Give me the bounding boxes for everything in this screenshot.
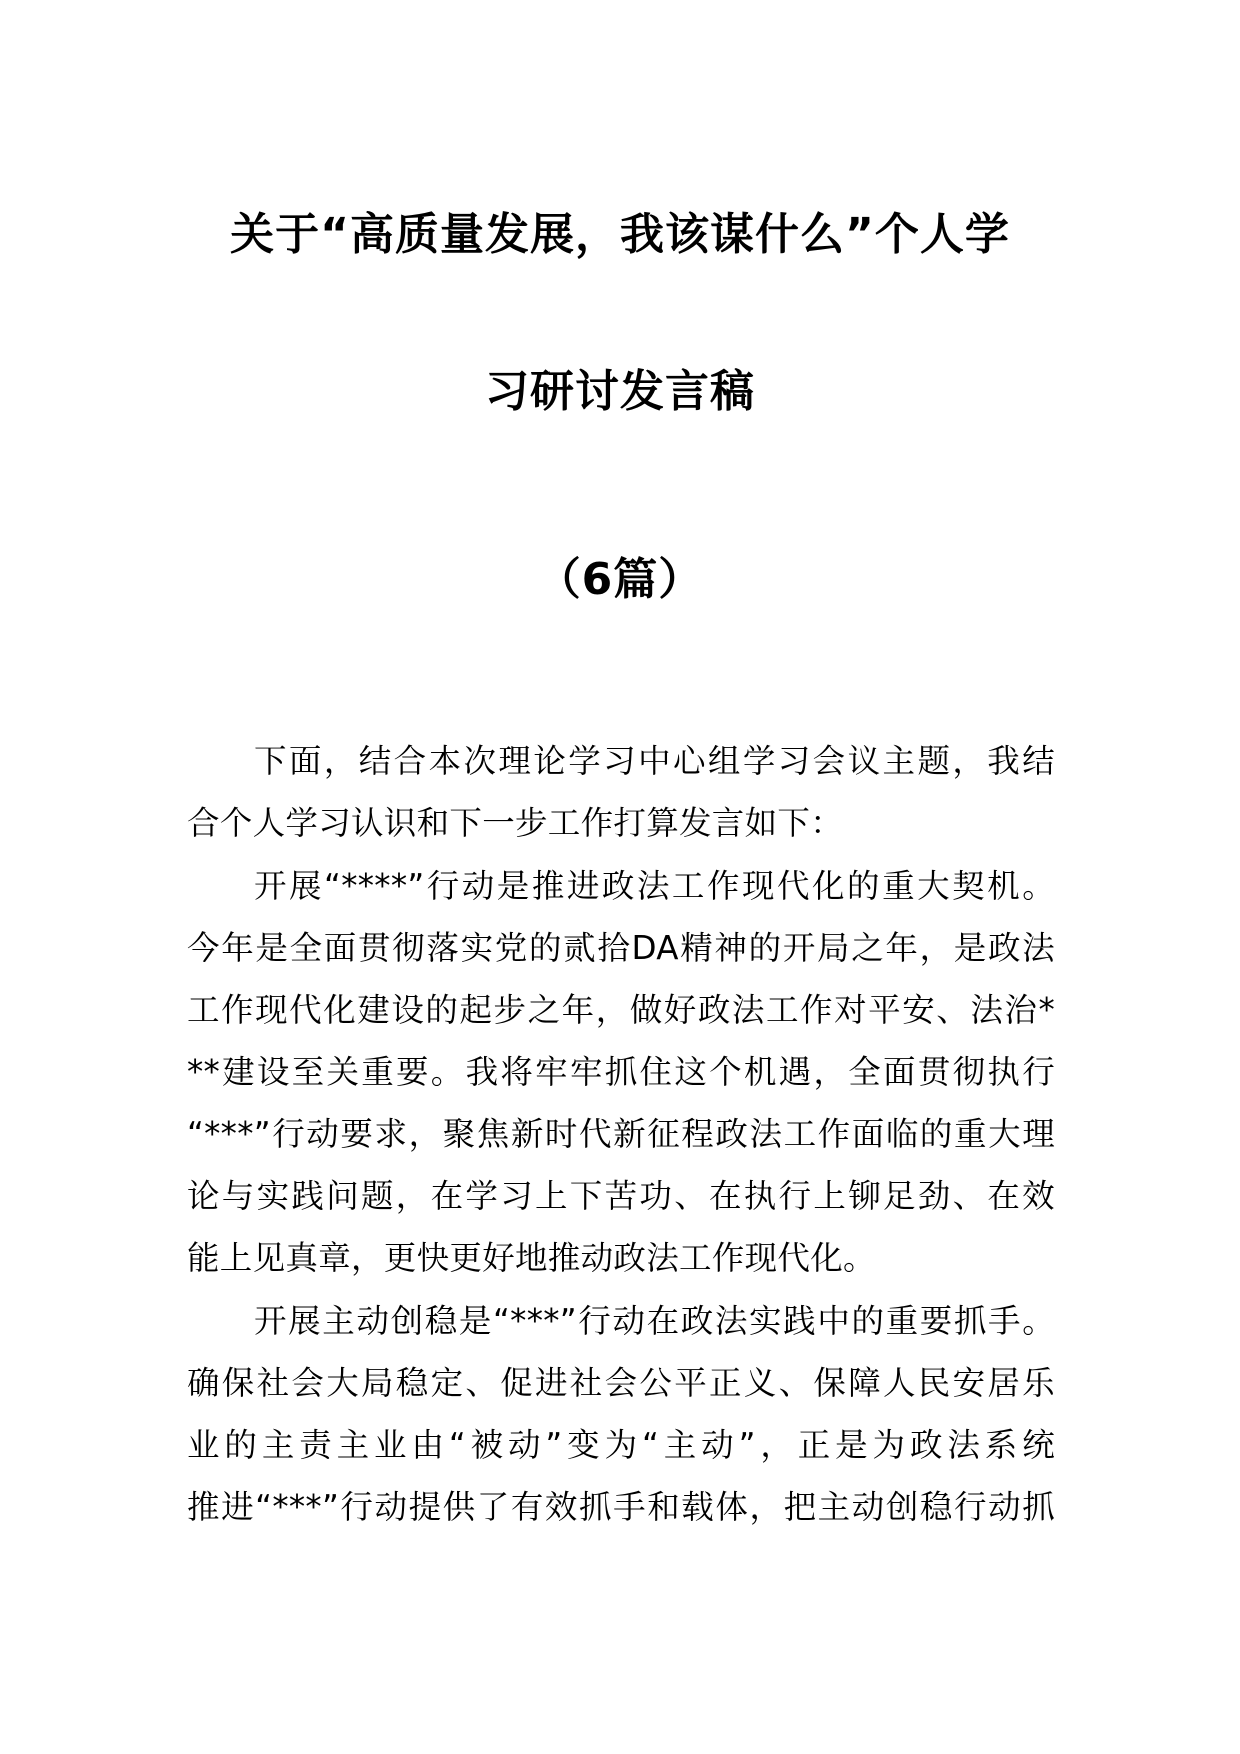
- paragraph-line: 论与实践问题，在学习上下苦功、在执行上铆足劲、在效: [187, 1177, 1055, 1215]
- paragraph-1: [187, 730, 1055, 854]
- paragraph-line: 开展主动创稳是“***”行动在政法实践中的重要抓手。: [254, 1302, 1055, 1340]
- paragraph-line: 开展“****”行动是推进政法工作现代化的重大契机。: [254, 867, 1055, 905]
- paragraph-line: 合个人学习认识和下一步工作打算发言如下：: [187, 804, 844, 842]
- paragraph-line: 业的主责主业由“被动”变为“主动”，正是为政法系统: [187, 1426, 1055, 1464]
- paragraph-line: 能上见真章，更快更好地推动政法工作现代化。: [187, 1239, 876, 1277]
- paragraph-2: [187, 855, 1055, 1289]
- paragraph-line: “***”行动要求，聚焦新时代新征程政法工作面临的重大理: [187, 1115, 1055, 1153]
- paragraph-line: 推进“***”行动提供了有效抓手和载体，把主动创稳行动抓: [187, 1488, 1055, 1526]
- document-title-line-1: 关于“高质量发展，我该谋什么”个人学: [230, 209, 1010, 260]
- document-title-line-2: 习研讨发言稿: [485, 366, 755, 417]
- paragraph-line: 工作现代化建设的起步之年，做好政法工作对平安、法治*: [187, 991, 1055, 1029]
- paragraph-line: 下面，结合本次理论学习中心组学习会议主题，我结: [254, 742, 1055, 780]
- paragraph-line: **建设至关重要。我将牢牢抓住这个机遇，全面贯彻执行: [187, 1053, 1055, 1091]
- paragraph-3: [187, 1290, 1055, 1538]
- paragraph-line: 今年是全面贯彻落实党的贰拾DA精神的开局之年，是政法: [187, 929, 1055, 967]
- paragraph-line: 确保社会大局稳定、促进社会公平正义、保障人民安居乐: [187, 1364, 1055, 1402]
- document-count-label: （6篇）: [536, 554, 704, 605]
